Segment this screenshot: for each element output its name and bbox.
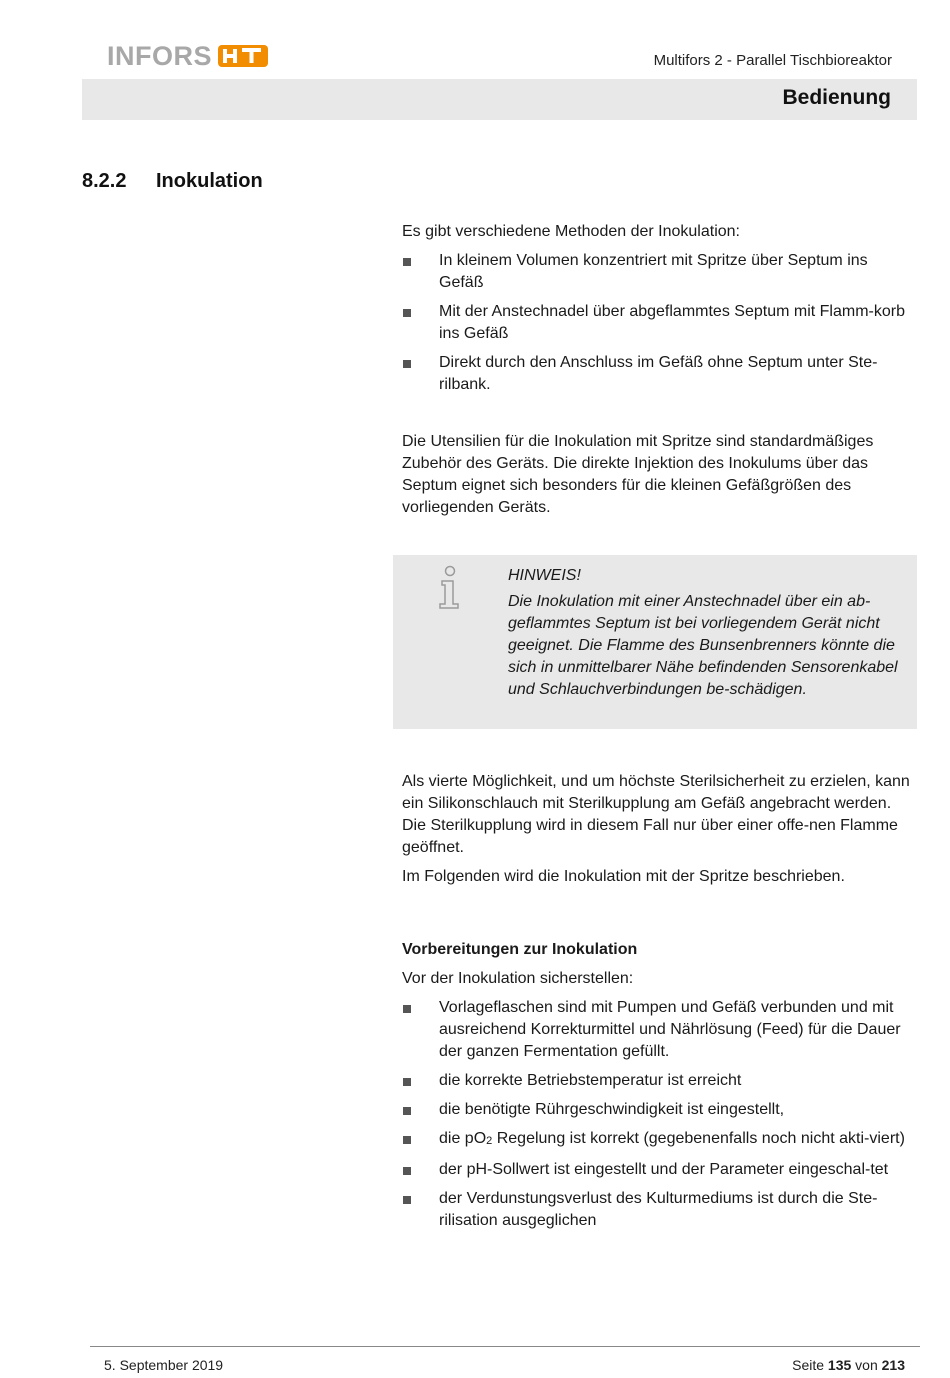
utensils-block [402,431,916,526]
fourth-option-block [402,771,916,895]
square-bullet-icon [403,1136,411,1144]
list-item: die benötigte Rührgeschwindigkeit ist eingestellt, [402,1099,916,1121]
list-item: Vorlageflaschen sind mit Pumpen und Gefäß verbunden und mit ausreichend Korrekturmittel und Nährlösung (Feed) für die Dauer der ganzen Fermentation gefüllt. [402,997,916,1063]
note-box [393,555,917,729]
infors-ht-logo [107,42,268,70]
note-title: HINWEIS! [508,567,581,584]
page-number: Seite 135 von 213 [792,1357,905,1373]
info-icon [436,565,462,609]
preparation-heading: Vorbereitungen zur Inokulation [402,941,638,958]
note-body: Die Inokulation mit einer Anstechnadel über ein ab-geflammtes Septum ist bei vorliegendem Gerät nicht geeignet. Die Flamme des Bunsenbrenners könnte die sich in unmittelbarer Nähe befindenden Sensorenkabel und Schlauchverbindungen be-schädigen. [508,593,898,698]
following-text: Im Folgenden wird die Inokulation mit der Spritze beschrieben. [402,868,845,885]
note-text [508,565,908,701]
square-bullet-icon [403,1167,411,1175]
square-bullet-icon [403,1078,411,1086]
document-title: Multifors 2 - Parallel Tischbioreaktor [653,52,892,69]
methods-block [402,221,916,403]
heading-title: Inokulation [156,170,263,192]
total-pages: 213 [881,1357,905,1373]
footer-date: 5. September 2019 [104,1357,224,1373]
list-item: die $pO_2$ Regelung ist korrekt (gegebenenfalls noch nicht akti-viert) [402,1128,916,1152]
square-bullet-icon [403,1196,411,1204]
po2-subscript: 2 [486,1135,493,1147]
footer-divider [90,1346,920,1347]
utensils-text: Die Utensilien für die Inokulation mit Spritze sind standardmäßiges Zubehör des Geräts. Die direkte Injektion des Inokulums über das Septum eignet sich besonders für die kleinen Gefäßgrößen des vorliegenden Geräts. [402,433,874,516]
list-item: Mit der Anstechnadel über abgeflammtes Septum mit Flamm-korb ins Gefäß [402,301,916,345]
square-bullet-icon [403,258,411,266]
current-page: 135 [827,1357,852,1373]
methods-list [402,250,916,396]
square-bullet-icon [403,1005,411,1013]
heading-number: 8.2.2 [82,170,127,192]
section-heading [82,170,263,193]
ht-logo-mark [218,45,268,67]
logo-text: INFORS [107,41,213,71]
square-bullet-icon [403,360,411,368]
square-bullet-icon [403,309,411,317]
fourth-option-text: Als vierte Möglichkeit, und um höchste Sterilsicherheit zu erzielen, kann ein Silikonschlauch mit Sterilkupplung am Gefäß angebracht werden. Die Sterilkupplung wird in diesem Fall nur über einer offe-nen Flamme geöffnet. [402,773,910,856]
preparation-block [402,939,916,1239]
intro-text: Es gibt verschiedene Methoden der Inokulation: [402,223,740,240]
preparation-list [402,997,916,1232]
list-item: In kleinem Volumen konzentriert mit Spritze über Septum ins Gefäß [402,250,916,294]
header-bar [82,79,917,120]
list-item: Direkt durch den Anschluss im Gefäß ohne Septum unter Ste-rilbank. [402,352,916,396]
list-item: der pH-Sollwert ist eingestellt und der Parameter eingeschal-tet [402,1159,916,1181]
list-item: der Verdunstungsverlust des Kulturmediums ist durch die Ste-rilisation ausgeglichen [402,1188,916,1232]
section-title: Bedienung [782,86,891,109]
preparation-intro: Vor der Inokulation sicherstellen: [402,970,634,987]
square-bullet-icon [403,1107,411,1115]
list-item: die korrekte Betriebstemperatur ist erreicht [402,1070,916,1092]
